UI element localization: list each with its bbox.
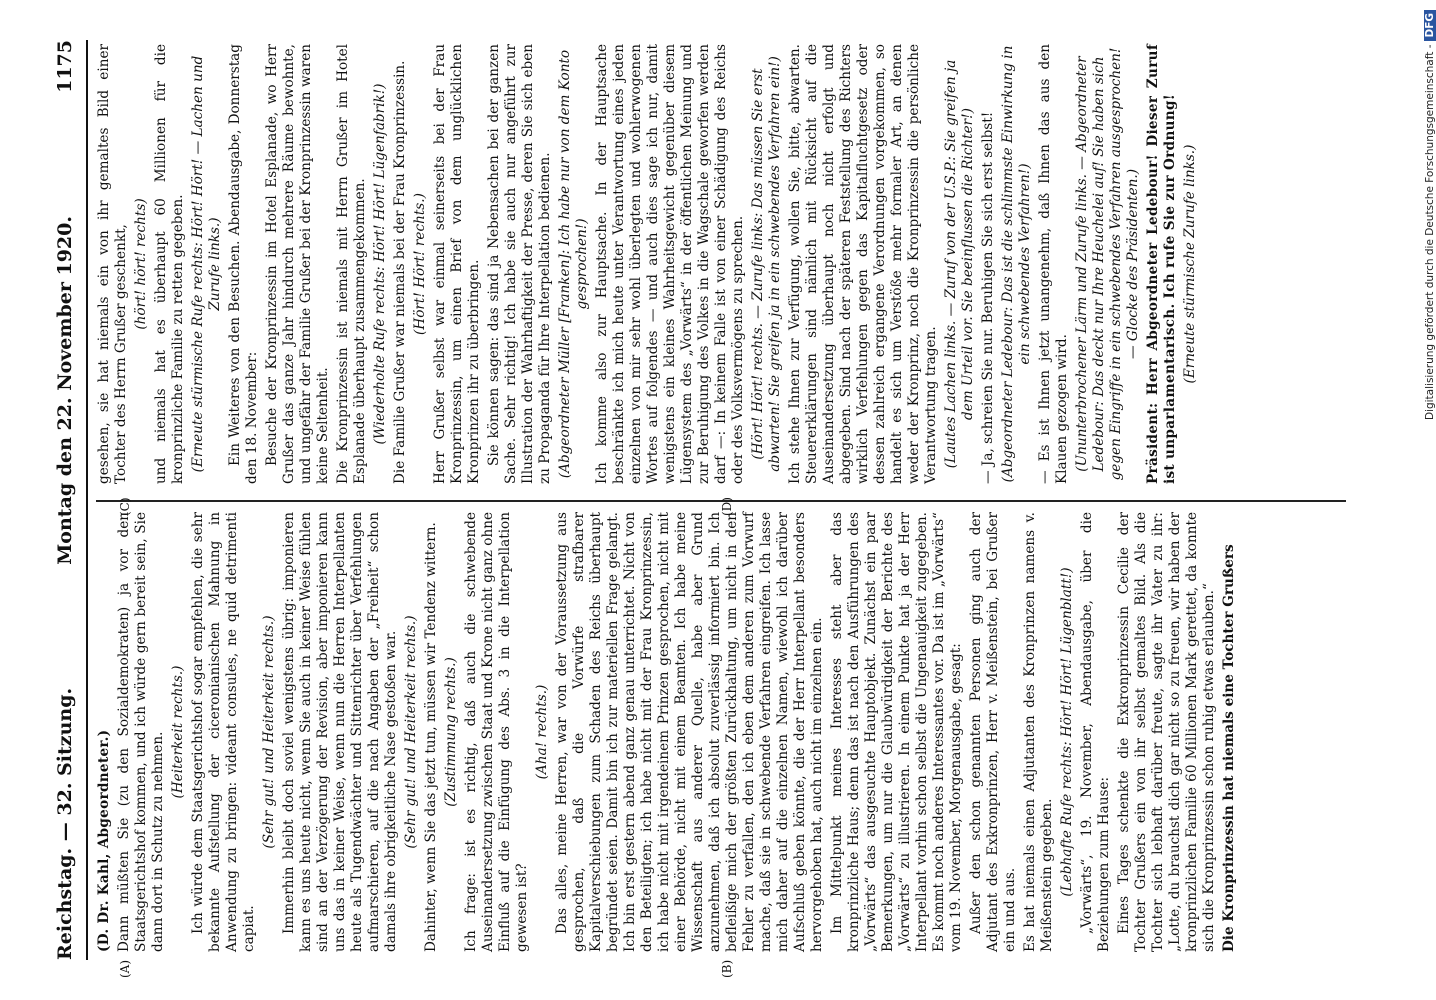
paragraph: — Ja, schreien Sie nur. Beruhigen Sie sich erst selbst! [980,111,996,484]
paragraph: Das alles, meine Herren, war von der Voraussetzung aus gesprochen, daß die Vorwürfe strafbarer Kapitalverschiebungen zum Schaden des Reichs überhaupt begründet seien. Damit bin ich zur materiellen Frage gelangt. Ich bin erst gestern abend ganz genau unterrichtet. Nicht von den Beteiligten; ich habe nicht mit der Frau Kronprinzessin, ich habe nicht mit irgendeinem Prinzen gesprochen, nicht mit einer Behörde, nicht mit einem Beamten. Ich habe meine Wissenschaft aus anderer Quelle, habe aber Grund anzunehmen, daß ich absolut zuverlässig informiert bin. Ich befleißige mich der größten Zurückhaltung, um nicht in den Fehler zu verfallen, den ich eben dem anderen zum Vorwurf mache, daß sie in schwebende Verfahren eingreifen. Ich lasse mich daher auf die einzelnen Namen, wiewohl ich darüber Aufschluß geben könnte, die der Herr Interpellant besonders hervorgehoben hat, auch nicht im einzelnen ein. [554,512,825,952]
right-column [96,44,1202,484]
paragraph: Die Kronprinzessin hat niemals eine Tochter Grußers [1221,544,1237,952]
speaker-line: Präsident: Herr Abgeordneter Ledebour! Dieser Zuruf ist unparlamentarisch. Ich rufe Sie zur Ordnung! [1145,44,1178,484]
paragraph: Dahinter, wenn Sie das jetzt tun, müssen wir Tendenz wittern. [423,522,439,952]
interjection: (Sehr gut! und Heiterkeit rechts.) [261,615,277,849]
page-header [48,40,82,960]
interjection: (Erneute stürmische Zurufe links.) [1182,144,1198,384]
paragraph: „Vorwärts“, 19. November, Abendausgabe, über die Beziehungen zum Hause: [1079,512,1112,952]
interjection: (Erneute stürmische Rufe rechts: Hört! Hört! — Lachen und Zurufe links.) [190,55,223,473]
paragraph: Dann müßten Sie (zu den Sozialdemokraten) ja vor den Staatsgerichtshof kommen, und ich würde gern bereit sein, Sie dann dort in Schutz zu nehmen. [116,512,166,952]
margin-marker-b: (B) [720,959,734,978]
interjection: (Hört! Hört! rechts. — Zurufe links: Das müssen Sie erst abwarten! Sie greifen ja in ein schwebendes Verfahren ein!) [750,56,783,472]
paragraph: — Es ist Ihnen jetzt unangenehm, daß Ihnen das aus den Klauen gezogen wird. [1037,44,1070,484]
dfg-credit-strip [1408,10,1436,990]
speaker-line: (D. Dr. Kahl, Abgeordneter.) [96,729,112,952]
paragraph: Herr Grußer selbst war einmal seinerseits bei der Frau Kronprinzessin, um einen Brief von dem unglücklichen Kronprinzen ihr zu überbringen. [432,44,482,484]
paragraph: Ich frage: ist es richtig, daß auch die schwebende Auseinandersetzung zwischen Staat und Krone nicht ganz ohne Einfluß auf die Einfügung des Abs. 3 in die Interpellation gewesen ist? [463,512,530,952]
header-rule [86,40,88,960]
interjection: (Heiterkeit rechts.) [170,665,186,799]
paragraph: Eines Tages schenkte die Exkronprinzessin Cecilie der Tochter Grußers ein von ihr selbst gemaltes Bild. Als die Tochter sich lebhaft darüber freute, sagte ihr Vater zu ihr: „Lotte, du brauchst dich gar nicht so zu freuen, wir haben der kronprinzlichen Familie 60 Millionen Mark gerettet, da konnte sich die Kronprinzessin schon ruhig etwas erlauben.“ [1116,512,1217,952]
interjection: (Lautes Lachen links. — Zuruf von der U.S.P.: Sie greifen ja dem Urteil vor. Sie beeinflussen die Richter!) [943,59,976,469]
margin-marker-d: (D) [720,497,734,516]
paragraph: Ich komme also zur Hauptsache. In der Hauptsache beschränkte ich mich heute unter Verantwortung eines jeden einzelnen von mir sehr wohl überlegten und wohlerwogenen Wortes auf folgendes — und auch dies sage ich nur, damit wenigstens ein kleines Wahrheitsgewicht gegenüber diesem Lügensystem des „Vorwärts“ in der öffentlichen Meinung und zur Beruhigung des Volkes in die Wagschale geworfen werden darf —: In keinem Falle ist von einer Schädigung des Reichs oder des Volksvermögens zu sprechen. [594,44,746,484]
dfg-logo-icon: DFG [1424,10,1436,41]
paragraph: gesehen, sie hat niemals ein von ihr gemaltes Bild einer Tochter des Herrn Grußer geschenkt, [96,44,129,484]
paragraph: Die Kronprinzessin ist niemals mit Herrn Grußer im Hotel Esplanade überhaupt zusammengekommen. [335,44,368,484]
credit-text: Digitalisierung gefördert durch die Deutsche Forschungsgemeinschaft - [1424,44,1436,421]
paragraph: und niemals hat es überhaupt 60 Millionen für die kronprinzliche Familie zu retten gegeben. [153,44,186,484]
paragraph: Ein Weiteres von den Besuchen. Abendausgabe, Donnerstag den 18. November: [227,44,260,484]
interjection: (Abgeordneter Müller [Franken]: Ich habe nur von dem Konto gesprochen!) [557,49,590,479]
page-number: 1175 [54,40,76,93]
interjection: (Wiederholte Rufe rechts: Hört! Hört! Lügenfabrik!) [372,83,388,445]
margin-marker-c: (C) [118,497,132,516]
interjection: (Sehr gut! und Heiterkeit rechts.) [403,615,419,849]
interjection: (Ununterbrochener Lärm und Zurufe links. — Abgeordneter Ledebour: Das deckt nur Ihre Heuchelei auf! Sie haben sich gegen Eingriffe in ein schwebendes Verfahren ausgesprochen! — Glocke des Präsidenten.) [1074,47,1141,481]
paragraph: Sie können sagen: das sind ja Nebensachen bei der ganzen Sache. Sehr richtig! Ich habe sie auch nur angeführt zur Illustration der Wahrhaftigkeit der Presse, deren Sie sich eben zu Propaganda für Ihre Interpellation bedienen. [486,44,553,484]
paragraph: Ich stehe Ihnen zur Verfügung, wollen Sie, bitte, abwarten. Steuererklärungen sind nämlich mit Rücksicht auf die Auseinandersetzung überhaupt noch nicht erfolgt und abgegeben. Sind nach der späteren Feststellung des Richters wirklich Verfehlungen gegen das Kapitalfluchtgesetz oder dessen zahlreich ergangene Verordnungen vorgekommen, so handelt es sich um Verstöße mehr formaler Art, an denen weder der Kronprinz, noch die Kronprinzessin die persönliche Verantwortung tragen. [787,44,939,484]
paragraph: Besuche der Kronprinzessin im Hotel Esplanade, wo Herr Grußer das ganze Jahr hindurch mehrere Räume bewohnte, und ungefähr der Familie Grußer bei der Kronprinzessin waren keine Seltenheit. [264,44,331,484]
interjection: (Abgeordneter Ledebour: Das ist die schlimmste Einwirkung in ein schwebendes Verfahren!) [1000,45,1033,483]
interjection: (Hört! Hört! rechts.) [412,193,428,335]
credit-line [1424,10,1436,990]
interjection: (Zustimmung rechts.) [443,657,459,807]
interjection: (Lebhafte Rufe rechts: Hört! Hört! Lügenblatt!) [1059,567,1075,897]
interjection: (Aha! rechts.) [534,684,550,780]
paragraph: Außer den schon genannten Personen ging auch der Adjutant des Exkronprinzen, Herr v. Meißenstein, bei Grußer ein und aus. [968,512,1018,952]
interjection: (hört! hört! rechts) [133,198,149,330]
paragraph: Im Mittelpunkt meines Interesses steht aber das kronprinzliche Haus; denn das ist nach den Ausführungen des „Vorwärts“ das ausgesuchte Hauptobjekt. Zunächst ein paar Bemerkungen, um nur die Glaubwürdigkeit der Berichte des „Vorwärts“ zu illustrieren. In einem Punkte hat ja der Herr Interpellant vorhin schon selbst die Ungenauigkeit zugegeben. Es kommt noch anderes Interessantes vor. Da ist im „Vorwärts“ vom 19. November, Morgenausgabe, gesagt: [829,512,964,952]
paragraph: Die Familie Grußer war niemals bei der Frau Kronprinzessin. [392,60,408,484]
margin-marker-a: (A) [118,959,132,978]
paragraph: Immerhin bleibt doch soviel wenigstens übrig: imponieren kann es uns heute nicht, wenn Sie auch in keiner Weise fühlen sind an der Verzögerung der Revision, aber imponieren kann uns das in keiner Weise, wenn nun die Herren Interpellanten heute als Tugendwächter und Sittenrichter über Verfehlungen aufmarschieren, auf die nach Angaben der „Freiheit“ schon damals ihre obrigkeitliche Nase gestoßen war. [281,512,399,952]
header-date: Montag den 22. November 1920. [54,216,76,565]
paragraph: Es hat niemals einen Adjutanten des Kronprinzen namens v. Meißenstein gegeben. [1022,512,1055,952]
paragraph: Ich würde dem Staatsgerichtshof sogar empfehlen, die sehr bekannte Aufstellung der ciceronianischen Mahnung in Anwendung zu bringen: videant consules, ne quid detrimenti capiat. [190,512,257,952]
left-column [96,512,1241,952]
header-left: Reichstag. — 32. Sitzung. [54,687,76,960]
